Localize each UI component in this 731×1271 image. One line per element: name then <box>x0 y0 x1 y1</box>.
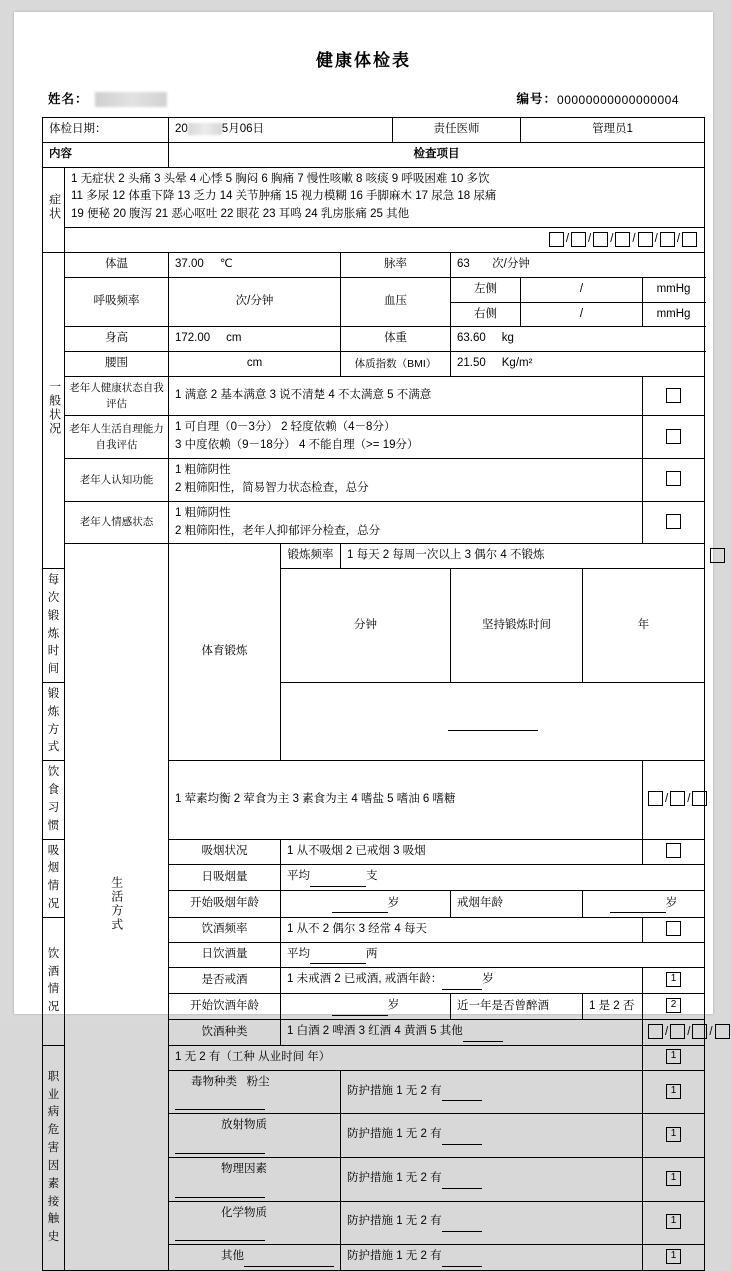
temp-pulse-row <box>43 252 705 277</box>
smoke-daily-label: 日吸烟量 <box>169 864 281 890</box>
drunk-options: 1 是 2 否 <box>583 994 643 1020</box>
adl-options-line-2: 3 中度依赖（9－18分） 4 不能自理（>= 19分） <box>175 439 419 452</box>
symptoms-checkbox-row <box>43 228 705 253</box>
symptoms-line-2: 11 多尿 12 体重下降 13 乏力 14 关节肿痛 15 视力模糊 16 手脚麻木 17 尿急 18 尿痛 <box>71 190 497 203</box>
diet-checkbox[interactable] <box>692 791 707 806</box>
smoke-daily-input[interactable] <box>310 868 366 887</box>
bp-right-label: 右侧 <box>451 302 521 327</box>
drink-daily-unit: 两 <box>366 947 378 960</box>
respiration-unit-cell <box>169 277 341 327</box>
smoke-daily-prefix: 平均 <box>287 870 310 883</box>
smoke-start-value-cell <box>281 891 451 917</box>
symptoms-row <box>43 167 705 227</box>
code-value: 00000000000000004 <box>557 93 679 107</box>
adl-options <box>169 416 643 459</box>
drink-quit-options-cell <box>281 968 643 994</box>
occ-row-input[interactable] <box>175 1222 265 1241</box>
drink-type-checkbox[interactable] <box>670 1024 685 1039</box>
height-weight-row <box>43 327 705 352</box>
exam-date-redacted <box>188 123 222 135</box>
respiration-label: 呼吸频率 <box>65 277 169 327</box>
drink-start-input[interactable] <box>332 997 388 1016</box>
content-header: 内容 <box>43 142 169 167</box>
adl-checkbox-cell <box>643 416 705 459</box>
occ-row-name: 物理因素 <box>221 1162 267 1175</box>
smoke-start-input[interactable] <box>332 895 388 914</box>
bmi-value-cell <box>451 352 705 377</box>
exercise-freq-checkbox[interactable] <box>710 548 725 563</box>
waist-unit: cm <box>246 357 263 370</box>
adl-label: 老年人生活自理能力自我评估 <box>65 416 169 459</box>
symptom-checkbox[interactable] <box>638 232 653 247</box>
smoke-status-checkbox-cell <box>643 839 705 864</box>
name-label: 姓名： <box>48 92 89 106</box>
drink-quit-label: 是否戒酒 <box>169 968 281 994</box>
smoke-start-unit: 岁 <box>387 896 400 909</box>
diet-options: 1 荤素均衡 2 荤食为主 3 素食为主 4 嗜盐 5 嗜油 6 嗜糖 <box>169 761 643 839</box>
pulse-label: 脉率 <box>341 252 451 277</box>
bp-left-label: 左侧 <box>451 277 521 302</box>
smoke-quit-value-cell <box>583 891 705 917</box>
occ-protect-label: 防护措施 1 无 2 有 <box>347 1171 442 1184</box>
symptom-checkbox[interactable] <box>615 232 630 247</box>
occ-value-box[interactable] <box>666 1249 681 1264</box>
occ-value-cell <box>643 1245 705 1271</box>
bmi-label: 体质指数（BMI） <box>341 352 451 377</box>
smoke-daily-unit: 支 <box>366 870 378 883</box>
occ-row-input[interactable] <box>175 1091 265 1110</box>
occ-kind-label-cell <box>169 1201 341 1245</box>
drink-type-checkboxes: / / / <box>643 1020 705 1046</box>
diet-checkbox[interactable] <box>670 791 685 806</box>
lifestyle-vert-label: 生活方式 <box>65 544 169 1271</box>
occ-protect-cell <box>341 1245 643 1271</box>
occ-row-name: 其他 <box>221 1250 244 1263</box>
drink-type-options-cell <box>281 1020 643 1046</box>
emotion-checkbox[interactable] <box>666 514 681 529</box>
diet-label: 饮食习惯 <box>43 761 65 839</box>
occ-value-box[interactable] <box>666 1084 681 1099</box>
occ-protect-cell <box>341 1114 643 1158</box>
occupational-head-value-box[interactable] <box>666 1049 681 1064</box>
symptoms-options-cell <box>65 167 705 227</box>
occ-value-cell <box>643 1070 705 1114</box>
drunk-label: 近一年是否曾醉酒 <box>451 994 583 1020</box>
symptoms-line-3: 19 便秘 20 腹泻 21 恶心呕吐 22 眼花 23 耳鸣 24 乳房胀痛 25 其他 <box>71 208 410 221</box>
symptom-checkbox[interactable] <box>549 232 564 247</box>
drink-start-value-cell <box>281 994 451 1020</box>
health-exam-form <box>42 117 713 1271</box>
occ-protect-label: 防护措施 1 无 2 有 <box>347 1215 442 1228</box>
emotion-label: 老年人情感状态 <box>65 501 169 544</box>
exam-date-value-cell <box>169 118 393 143</box>
occ-value-box[interactable] <box>666 1171 681 1186</box>
adl-row <box>43 416 705 459</box>
identity-line <box>42 89 685 107</box>
smoke-daily-value-cell <box>281 864 705 890</box>
health-self-row <box>43 376 705 416</box>
emotion-option-2: 2 粗筛阳性，老年人抑郁评分检查，总分 <box>175 524 381 537</box>
occ-value-cell <box>643 1157 705 1201</box>
symptoms-line-1: 1 无症状 2 头痛 3 头晕 4 心悸 5 胸闷 6 胸痛 7 慢性咳嗽 8 咳痰 9 呼吸困难 10 多饮 <box>71 172 490 185</box>
height-unit: cm <box>226 332 242 345</box>
doctor-value: 管理员1 <box>521 118 705 143</box>
occ-protect-cell <box>341 1157 643 1201</box>
occ-row-input[interactable] <box>175 1179 265 1198</box>
drink-quit-value-cell <box>643 968 705 994</box>
drink-daily-value-cell <box>281 942 705 968</box>
page-title: 健康体检表 <box>316 51 411 70</box>
height-value: 172.00 <box>175 332 211 345</box>
occ-kind-label-cell <box>169 1157 341 1201</box>
occupational-hazard-label: 职业病危害因素接触史 <box>43 1045 65 1270</box>
drink-start-label: 开始饮酒年龄 <box>169 994 281 1020</box>
occ-protect-cell <box>341 1070 643 1114</box>
smoke-status-checkbox[interactable] <box>666 843 681 858</box>
symptom-checkbox[interactable] <box>660 232 675 247</box>
drink-type-options: 1 白酒 2 啤酒 3 红酒 4 黄酒 5 其他 <box>287 1025 463 1038</box>
exercise-keep-label: 坚持锻炼时间 <box>451 569 583 683</box>
weight-value: 63.60 <box>457 332 486 345</box>
bp-right-value: / <box>521 302 643 327</box>
doctor-label: 责任医师 <box>393 118 521 143</box>
cognition-checkbox[interactable] <box>666 471 681 486</box>
occ-protect-input[interactable] <box>442 1170 482 1189</box>
emotion-checkbox-cell <box>643 501 705 544</box>
occupational-head-value-cell <box>643 1045 705 1070</box>
exam-date-label: 体检日期： <box>49 123 107 135</box>
symptoms-vert-label: 症状 <box>43 167 65 252</box>
diet-checkboxes: / / <box>643 761 705 839</box>
code-label: 编号： <box>516 92 558 106</box>
drink-quit-options: 1 未戒酒 2 已戒酒, 戒酒年龄： <box>287 973 443 986</box>
occ-kind-label-cell <box>169 1070 341 1114</box>
pulse-value-cell <box>451 252 705 277</box>
resp-bp-left-row <box>43 277 705 302</box>
adl-checkbox[interactable] <box>666 429 681 444</box>
occ-protect-label: 防护措施 1 无 2 有 <box>347 1128 442 1141</box>
drink-start-unit: 岁 <box>387 999 400 1012</box>
health-self-options: 1 满意 2 基本满意 3 说不清楚 4 不太满意 5 不满意 <box>169 376 643 416</box>
symptom-checkbox[interactable] <box>593 232 608 247</box>
symptoms-checkboxes: / / / / / / <box>65 228 705 253</box>
bp-right-unit: mmHg <box>643 302 705 327</box>
temperature-label: 体温 <box>65 252 169 277</box>
occ-kind-label-cell <box>169 1114 341 1158</box>
document-sheet <box>14 12 713 1263</box>
exercise-freq-label: 锻炼频率 <box>281 544 341 569</box>
occ-kind-label-cell <box>169 1245 341 1271</box>
drinking-label: 饮酒情况 <box>43 917 65 1045</box>
occ-row-input[interactable] <box>244 1248 334 1267</box>
occ-kind-label: 毒物种类 <box>191 1075 237 1088</box>
occ-protect-label: 防护措施 1 无 2 有 <box>347 1250 442 1263</box>
respiration-unit: 次/分钟 <box>235 295 274 308</box>
bp-left-unit: mmHg <box>643 277 705 302</box>
drink-freq-options: 1 从不 2 偶尔 3 经常 4 每天 <box>281 917 643 942</box>
health-self-label: 老年人健康状态自我评估 <box>65 376 169 416</box>
cognition-options <box>169 459 643 502</box>
drink-daily-prefix: 平均 <box>287 947 310 960</box>
items-header: 检查项目 <box>169 142 705 167</box>
drink-type-label: 饮酒种类 <box>169 1020 281 1046</box>
height-label: 身高 <box>65 327 169 352</box>
header-row <box>43 118 705 143</box>
adl-options-line-1: 1 可自理（0－3分） 2 轻度依赖（4－8分） <box>175 421 396 434</box>
drink-freq-checkbox[interactable] <box>666 921 681 936</box>
occ-protect-input[interactable] <box>442 1248 482 1267</box>
occ-protect-label: 防护措施 1 无 2 有 <box>347 1084 442 1097</box>
drink-type-checkbox[interactable] <box>692 1024 707 1039</box>
emotion-option-1: 1 粗筛阴性 <box>175 506 231 519</box>
drink-freq-label: 饮酒频率 <box>169 917 281 942</box>
health-self-checkbox[interactable] <box>666 388 681 403</box>
cognition-option-2: 2 粗筛阳性，简易智力状态检查，总分 <box>175 481 369 494</box>
drink-type-other-input[interactable] <box>463 1023 503 1042</box>
weight-label: 体重 <box>341 327 451 352</box>
occ-protect-cell <box>341 1201 643 1245</box>
weight-unit: kg <box>501 332 514 345</box>
waist-value-cell <box>169 352 341 377</box>
name-value-redacted <box>95 92 167 107</box>
waist-label: 腰围 <box>65 352 169 377</box>
occ-protect-input[interactable] <box>442 1083 482 1102</box>
smoke-quit-input[interactable] <box>610 895 666 914</box>
occ-protect-input[interactable] <box>442 1213 482 1232</box>
cognition-option-1: 1 粗筛阴性 <box>175 464 231 477</box>
drink-quit-value-box[interactable] <box>666 972 681 987</box>
exam-date-value: 20 <box>175 123 188 135</box>
emotion-row <box>43 501 705 544</box>
section-header-row <box>43 142 705 167</box>
bmi-value: 21.50 <box>457 357 486 370</box>
symptom-checkbox[interactable] <box>682 232 697 247</box>
exercise-freq-options: 1 每天 2 每周一次以上 3 偶尔 4 不锻炼 <box>341 544 705 569</box>
occupational-head-options: 1 无 2 有（工种 从业时间 年） <box>169 1045 643 1070</box>
temperature-unit: ℃ <box>219 257 233 270</box>
pulse-value: 63 <box>457 257 470 270</box>
exercise-way-input[interactable] <box>448 712 538 731</box>
exercise-label: 体育锻炼 <box>169 544 281 761</box>
drink-type-checkbox[interactable] <box>715 1024 730 1039</box>
exercise-way-label: 锻炼方式 <box>43 683 65 761</box>
drunk-value-box[interactable] <box>666 998 681 1013</box>
smoke-quit-label: 戒烟年龄 <box>451 891 583 917</box>
occ-protect-input[interactable] <box>442 1126 482 1145</box>
weight-value-cell <box>451 327 705 352</box>
symptom-checkbox[interactable] <box>571 232 586 247</box>
exercise-duration-label: 每次锻炼时间 <box>43 569 65 683</box>
occ-value-cell <box>643 1114 705 1158</box>
occ-row-name: 化学物质 <box>221 1206 267 1219</box>
occ-value-cell <box>643 1201 705 1245</box>
exercise-duration-unit: 分钟 <box>281 569 451 683</box>
diet-checkbox[interactable] <box>648 791 663 806</box>
occ-row-input[interactable] <box>175 1135 265 1154</box>
general-vert-label: 一般状况 <box>43 252 65 568</box>
drink-quit-unit: 岁 <box>482 973 494 986</box>
cognition-label: 老年人认知功能 <box>65 459 169 502</box>
exam-date-cell <box>43 118 169 143</box>
smoke-quit-unit: 岁 <box>665 896 678 909</box>
exercise-freq-row <box>43 544 705 569</box>
drink-quit-age-input[interactable] <box>442 971 482 990</box>
waist-bmi-row <box>43 352 705 377</box>
occ-row-name: 放射物质 <box>221 1119 267 1132</box>
smoking-label: 吸烟情况 <box>43 839 65 917</box>
bp-left-value: / <box>521 277 643 302</box>
drink-type-checkbox[interactable] <box>648 1024 663 1039</box>
drink-freq-checkbox-cell <box>643 917 705 942</box>
emotion-options <box>169 501 643 544</box>
cognition-checkbox-cell <box>643 459 705 502</box>
exam-date-value-tail: 5月06日 <box>221 123 264 135</box>
occ-value-box[interactable] <box>666 1214 681 1229</box>
height-value-cell <box>169 327 341 352</box>
drunk-value-cell <box>643 994 705 1020</box>
drink-daily-label: 日饮酒量 <box>169 942 281 968</box>
cognition-row <box>43 459 705 502</box>
pulse-unit: 次/分钟 <box>492 257 530 270</box>
health-self-checkbox-cell <box>643 376 705 416</box>
drink-daily-input[interactable] <box>310 946 366 965</box>
smoke-start-label: 开始吸烟年龄 <box>169 891 281 917</box>
temperature-value: 37.00 <box>175 257 204 270</box>
blood-pressure-label: 血压 <box>341 277 451 327</box>
temperature-value-cell <box>169 252 341 277</box>
smoke-status-options: 1 从不吸烟 2 已戒烟 3 吸烟 <box>281 839 643 864</box>
exercise-way-value <box>281 683 705 761</box>
exercise-keep-unit: 年 <box>583 569 705 683</box>
occ-value-box[interactable] <box>666 1127 681 1142</box>
smoke-status-label: 吸烟状况 <box>169 839 281 864</box>
occ-row-name: 粉尘 <box>246 1075 270 1088</box>
bmi-unit: Kg/m² <box>501 357 533 370</box>
